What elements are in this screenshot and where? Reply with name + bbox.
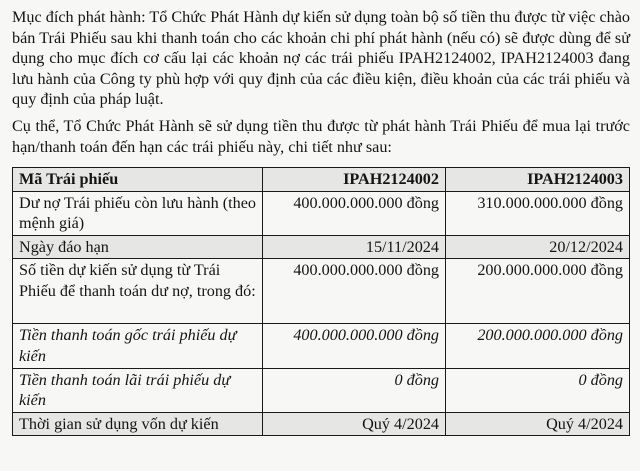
row-value: 400.000.000.000 đồng bbox=[263, 324, 446, 368]
row-value: 15/11/2024 bbox=[263, 235, 446, 259]
row-value: Quý 4/2024 bbox=[446, 412, 630, 436]
row-value: 0 đồng bbox=[263, 368, 446, 412]
table-row bbox=[13, 191, 630, 235]
table-row bbox=[13, 412, 630, 436]
row-value: 20/12/2024 bbox=[446, 235, 630, 259]
purpose-paragraph: Mục đích phát hành: Tổ Chức Phát Hành dự kiến sử dụng toàn bộ số tiền thu được từ việc chào bán Trái Phiếu sau khi thanh toán cho các khoản chi phí phát hành (nếu có) sẽ được dùng để sử dụng cho mục đích cơ cấu lại các khoản nợ các trái phiếu IPAH2124002, IPAH2124003 đang lưu hành của Công ty phù hợp với quy định của các điều kiện, điều khoản của các trái phiếu và quy định của pháp luật. bbox=[12, 8, 630, 109]
table-row bbox=[13, 368, 630, 412]
header-bond-1: IPAH2124002 bbox=[263, 168, 446, 192]
row-value: 200.000.000.000 đồng bbox=[446, 324, 630, 368]
row-value: 400.000.000.000 đồng bbox=[263, 191, 446, 235]
row-value: 310.000.000.000 đồng bbox=[446, 191, 630, 235]
row-label: Dư nợ Trái phiếu còn lưu hành (theo mệnh giá) bbox=[13, 191, 263, 235]
row-value: 200.000.000.000 đồng bbox=[446, 259, 630, 324]
row-value: 400.000.000.000 đồng bbox=[263, 259, 446, 324]
row-label: Tiền thanh toán gốc trái phiếu dự kiến bbox=[13, 324, 263, 368]
table-row bbox=[13, 324, 630, 368]
row-label: Ngày đáo hạn bbox=[13, 235, 263, 259]
bond-usage-table bbox=[12, 167, 630, 436]
details-paragraph: Cụ thể, Tổ Chức Phát Hành sẽ sử dụng tiền thu được từ phát hành Trái Phiếu để mua lại trước hạn/thanh toán đến hạn các trái phiếu này, chi tiết như sau: bbox=[12, 117, 630, 156]
row-label: Thời gian sử dụng vốn dự kiến bbox=[13, 412, 263, 436]
row-label: Tiền thanh toán lãi trái phiếu dự kiến bbox=[13, 368, 263, 412]
table-header-row bbox=[13, 168, 630, 192]
row-value: Quý 4/2024 bbox=[263, 412, 446, 436]
header-bond-2: IPAH2124003 bbox=[446, 168, 630, 192]
row-label: Số tiền dự kiến sử dụng từ Trái Phiếu để thanh toán dư nợ, trong đó: bbox=[13, 259, 263, 324]
header-bond-code: Mã Trái phiếu bbox=[13, 168, 263, 192]
row-value: 0 đồng bbox=[446, 368, 630, 412]
table-row bbox=[13, 235, 630, 259]
table-row bbox=[13, 259, 630, 324]
